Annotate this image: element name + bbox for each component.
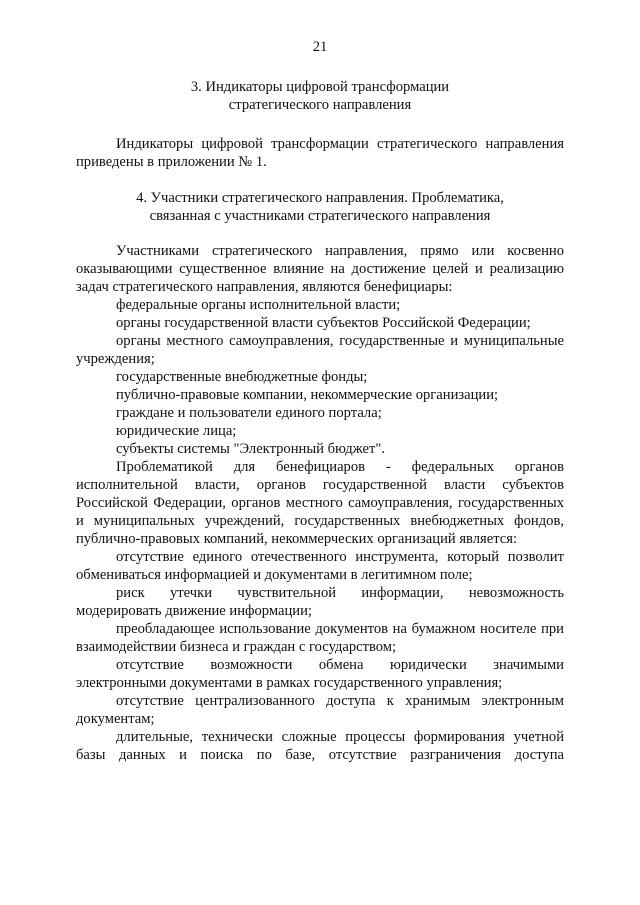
section-3-title-line-1: 3. Индикаторы цифровой трансформации xyxy=(190,79,450,95)
beneficiary-item: граждане и пользователи единого портала; xyxy=(116,405,382,421)
beneficiary-item: органы местного самоуправления, государственные и муниципальные учреждения; xyxy=(76,333,564,367)
problem-item: риск утечки чувствительной информации, невозможность модерировать движение информации; xyxy=(76,585,564,619)
section-3-paragraph: Индикаторы цифровой трансформации стратегического направления приведены в приложении № 1. xyxy=(76,136,564,170)
beneficiaries-intro-paragraph: Участниками стратегического направления, прямо или косвенно оказывающими существенное влияние на достижение целей и реализацию задач стратегического направления, являются бенефициары: xyxy=(76,243,564,295)
beneficiary-item: государственные внебюджетные фонды; xyxy=(116,369,368,385)
problem-item: преобладающее использование документов на бумажном носителе при взаимодействии бизнеса и граждан с государством; xyxy=(76,621,564,655)
section-4-heading xyxy=(76,189,564,225)
problem-item: длительные, технически сложные процессы формирования учетной базы данных и поиска по базе, отсутствие разграничения доступа xyxy=(76,729,564,763)
beneficiary-item: федеральные органы исполнительной власти; xyxy=(116,297,401,313)
beneficiary-item: публично-правовые компании, некоммерческие организации; xyxy=(116,387,499,403)
section-3-title-line-2: стратегического направления xyxy=(228,97,412,113)
section-4-title-line-1: 4. Участники стратегического направления. Проблематика, xyxy=(136,190,504,206)
section-4-title-line-2: связанная с участниками стратегического направления xyxy=(149,208,491,224)
beneficiary-item: органы государственной власти субъектов Российской Федерации; xyxy=(116,315,531,331)
problems-intro-paragraph: Проблематикой для бенефициаров - федеральных органов исполнительной власти, органов государственной власти субъектов Российской Федерации, органов местного самоуправления, государственных и муниципальных учреждений, государственных внебюджетных фондов, публично-правовых компаний, некоммерческих организаций является: xyxy=(76,459,564,547)
beneficiary-item: субъекты системы "Электронный бюджет". xyxy=(116,441,385,457)
problem-item: отсутствие централизованного доступа к хранимым электронным документам; xyxy=(76,693,564,727)
problem-item: отсутствие единого отечественного инструмента, который позволит обмениваться информацией и документами в легитимном поле; xyxy=(76,549,564,583)
section-3-heading xyxy=(76,78,564,114)
section-4-body xyxy=(76,242,564,764)
beneficiary-item: юридические лица; xyxy=(116,423,237,439)
problem-item: отсутствие возможности обмена юридически значимыми электронными документами в рамках государственного управления; xyxy=(76,657,564,691)
page-number: 21 xyxy=(312,39,328,55)
section-3-body xyxy=(76,135,564,171)
